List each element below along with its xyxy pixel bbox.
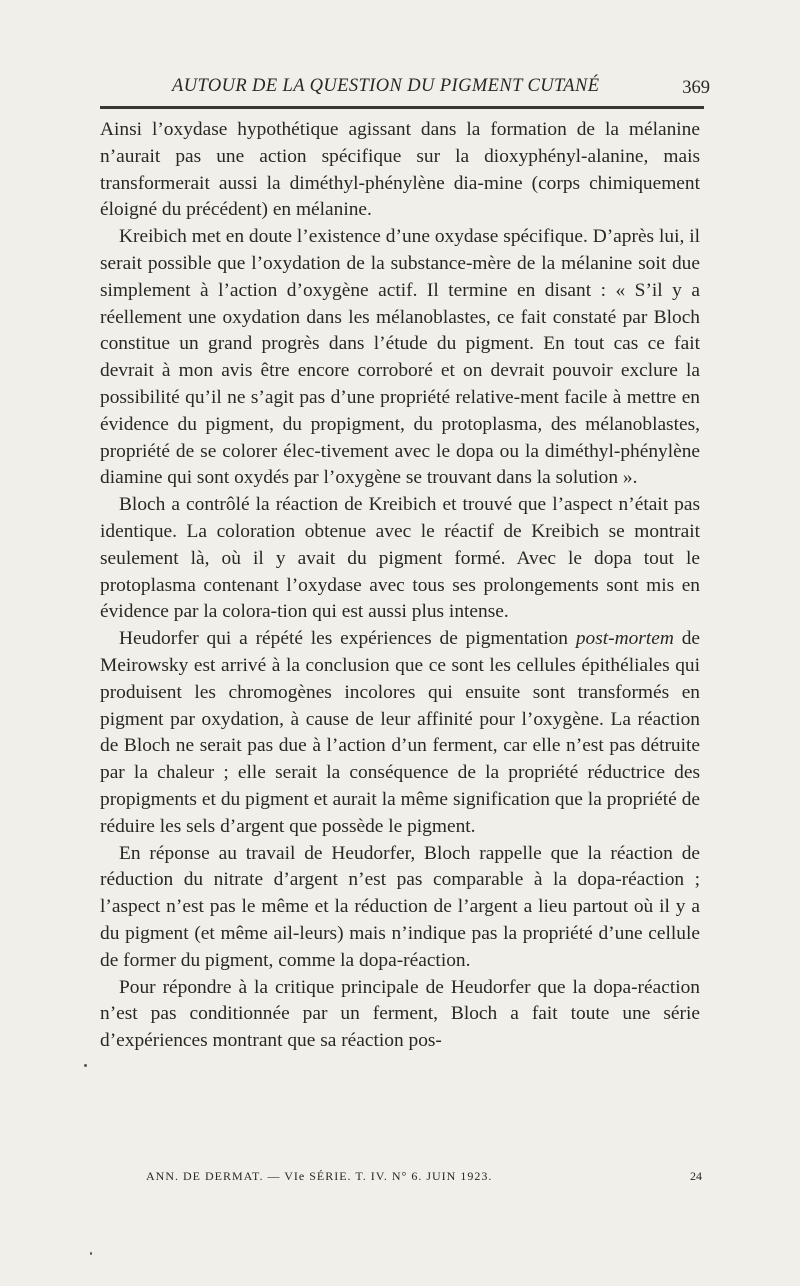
paragraph bbox=[100, 492, 700, 626]
paragraph-text: Pour répondre à la critique principale de Heudorfer que la dopa-réaction n’est pas conditionnée par un ferment, Bloch a fait toute une série d’expériences montrant que sa réaction pos- bbox=[100, 976, 700, 1052]
page-number: 369 bbox=[682, 78, 710, 98]
signature-mark: 24 bbox=[690, 1169, 702, 1183]
header-rule bbox=[100, 106, 704, 109]
paragraph-text: Heudorfer qui a répété les expériences de pigmentation bbox=[119, 628, 576, 650]
footer-citation: ANN. DE DERMAT. — VIe SÉRIE. T. IV. N° 6. JUIN 1923. bbox=[146, 1169, 493, 1183]
page-header bbox=[100, 70, 710, 106]
paragraph bbox=[100, 841, 700, 975]
paragraph-text: Bloch a contrôlé la réaction de Kreibich et trouvé que l’aspect n’était pas identique. La coloration obtenue avec le réactif de Kreibich se montrait seulement là, où il y avait du pigment formé. Avec le dopa tout le protoplasma contenant l’oxydase avec tous ses prolongements sont mis en évidence par la colora-tion qui est aussi plus intense. bbox=[100, 494, 700, 623]
paragraph bbox=[100, 224, 700, 492]
paragraph-text: de Meirowsky est arrivé à la conclusion que ce sont les cellules épithéliales qui produisent les chromogènes incolores qui ensuite sont transformés en pigment par oxydation, à cause de leur affinité pour l’oxygène. La réaction de Bloch ne serait pas due à l’action d’un ferment, car elle n’est pas détruite par la chaleur ; elle serait la conséquence de la propriété réductrice des propigments et du pigment et aurait la même signification que la propriété de réduire les sels d’argent que possède le pigment. bbox=[100, 628, 701, 837]
paragraph bbox=[100, 626, 700, 840]
paper-speck bbox=[90, 1252, 92, 1255]
paragraph bbox=[100, 117, 700, 224]
italic-term: post-mortem bbox=[575, 628, 674, 650]
running-title: AUTOUR DE LA QUESTION DU PIGMENT CUTANÉ bbox=[172, 76, 600, 96]
paper-speck bbox=[84, 1064, 87, 1067]
paragraph bbox=[100, 975, 700, 1055]
body-text bbox=[100, 117, 700, 1055]
paragraph-text: Kreibich met en doute l’existence d’une oxydase spécifique. D’après lui, il serait possible que l’oxydation de la substance-mère de la mélanine soit due simplement à l’action d’oxygène actif. Il termine en disant : « S’il y a réellement une oxydation dans les mélanoblastes, ce fait constaté par Bloch constitue un grand progrès dans l’étude du pigment. En tout cas ce fait devrait à mon avis être encore corroboré et on devrait pouvoir exclure la possibilité qu’il ne s’agit pas d’une propriété relative-ment facile à mettre en évidence du pigment, du propigment, du protoplasma, des mélanoblastes, propriété de se colorer élec-tivement avec le dopa ou la diméthyl-phénylène diamine qui sont oxydés par l’oxygène se trouvant dans la solution ». bbox=[100, 226, 700, 489]
paragraph-text: En réponse au travail de Heudorfer, Bloch rappelle que la réaction de réduction du nitrate d’argent n’est pas comparable à la dopa-réaction ; l’aspect n’est pas le même et la réduction de l’argent a lieu partout où il y a du pigment (et même ail-leurs) mais n’indique pas la propriété d’une cellule de former du pigment, comme la dopa-réaction. bbox=[100, 842, 700, 971]
paragraph-text: Ainsi l’oxydase hypothétique agissant dans la formation de la mélanine n’aurait pas une action spécifique sur la dioxyphényl-alanine, mais transformerait aussi la diméthyl-phénylène dia-mine (corps chimiquement éloigné du précédent) en mélanine. bbox=[100, 119, 700, 221]
